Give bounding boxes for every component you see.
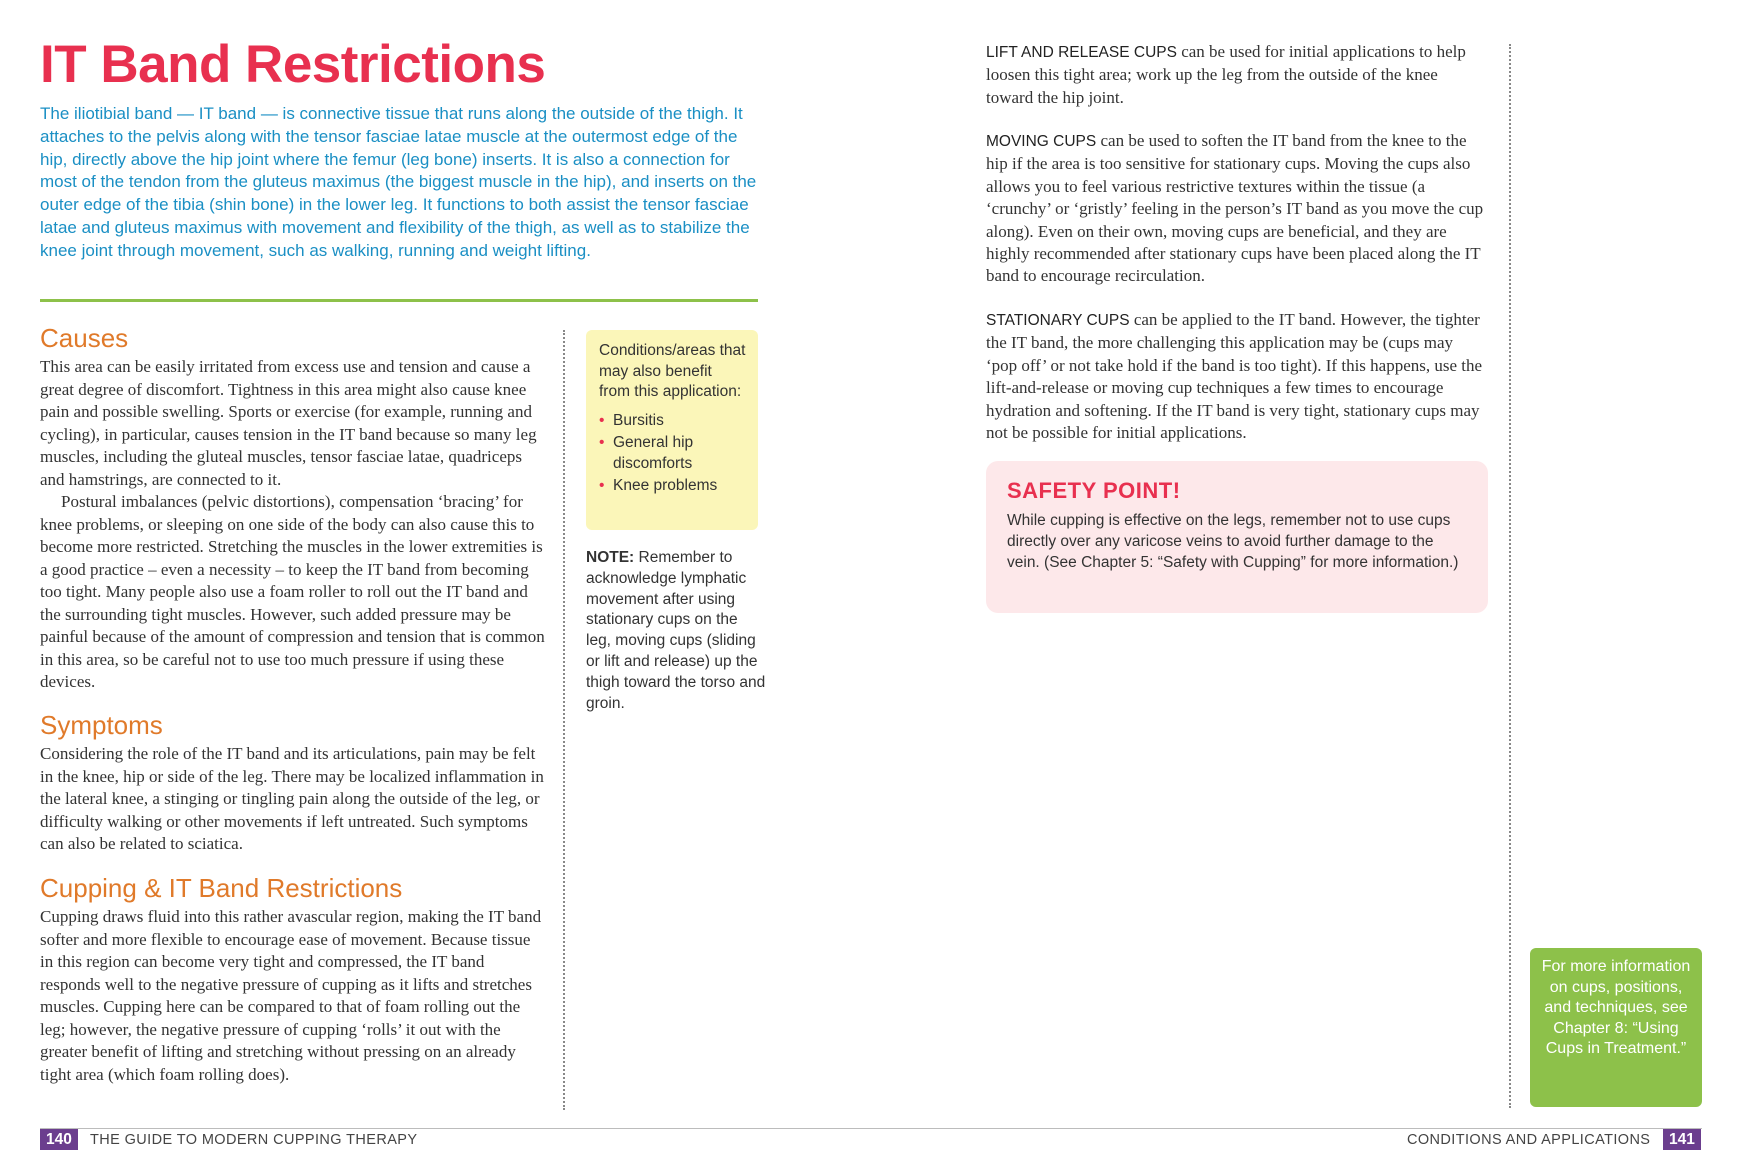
section-divider xyxy=(40,299,758,302)
page-title: IT Band Restrictions xyxy=(40,35,546,94)
note-label: NOTE: xyxy=(586,549,635,566)
running-head-left: THE GUIDE TO MODERN CUPPING THERAPY xyxy=(90,1132,418,1148)
conditions-sidebar xyxy=(586,330,758,530)
running-head-right: CONDITIONS AND APPLICATIONS xyxy=(1407,1132,1651,1148)
page-number-left: 140 xyxy=(40,1129,78,1150)
safety-heading: SAFETY POINT! xyxy=(1007,478,1181,503)
bullet-icon: • xyxy=(599,434,605,451)
causes-text xyxy=(40,356,545,694)
list-item: • General hip discomforts xyxy=(599,434,694,472)
footer-rule xyxy=(40,1128,1702,1129)
note-text: Remember to acknowledge lymphatic movement after using stationary cups on the leg, moving cups (sliding or lift and release) up the thigh toward the torso and groin. xyxy=(586,549,766,712)
conditions-intro: Conditions/areas that may also benefit from this application: xyxy=(599,342,746,400)
lift-release-lead: LIFT AND RELEASE CUPS xyxy=(986,44,1177,61)
moving-cups-lead: MOVING CUPS xyxy=(986,133,1097,150)
bullet-icon: • xyxy=(599,477,605,494)
cupping-heading: Cupping & IT Band Restrictions xyxy=(40,873,403,903)
conditions-list xyxy=(599,411,746,497)
symptoms-heading: Symptoms xyxy=(40,710,163,740)
column-divider-left xyxy=(563,330,565,1110)
lift-release-paragraph: LIFT AND RELEASE CUPS can be used for initial applications to help loosen this tight area; work up the leg from the outside of the knee toward the hip joint. xyxy=(986,42,1466,107)
page-number-right: 141 xyxy=(1663,1129,1701,1150)
symptoms-paragraph: Considering the role of the IT band and its articulations, pain may be felt in the knee, hip or side of the leg. There may be localized inflammation in the lateral knee, a stinging or tingling pain along the outside of the leg, or difficulty walking or other movements if left untreated. Such symptoms can also be related to sciatica. xyxy=(40,744,544,853)
column-divider-right xyxy=(1509,44,1511,1108)
bullet-icon: • xyxy=(599,411,605,429)
safety-point-box xyxy=(986,461,1488,613)
note-paragraph xyxy=(586,548,766,714)
list-item: • Knee problems xyxy=(599,476,746,497)
causes-paragraph-1: This area can be easily irritated from excess use and tension and cause a great degree of discomfort. Tightness in this area might also cause knee pain and possible swelling. Sports or exercise (for example, running and cycling), in particular, causes tension in the IT band because so many leg muscles, including the gluteal muscles, tensor fasciae latae, quadriceps and hamstrings, are connected to it. xyxy=(40,357,537,489)
moving-cups-paragraph: MOVING CUPS can be used to soften the IT band from the knee to the hip if the area is too sensitive for stationary cups. Moving the cups also allows you to feel various restrictive textures within the tissue (a ‘crunchy’ or ‘gristly’ feeling in the person’s IT band as you move the cup along). Even on their own, moving cups are beneficial, and they are highly recommended after stationary cups have been placed along the IT band to encourage recirculation. xyxy=(986,131,1484,286)
stationary-cups-lead: STATIONARY CUPS xyxy=(986,312,1130,329)
more-info-box: For more information on cups, positions, and techniques, see Chapter 8: “Using Cups in Treatment.” xyxy=(1530,948,1702,1107)
cupping-paragraph: Cupping draws fluid into this rather avascular region, making the IT band softer and more flexible to encourage ease of movement. Because tissue in this region can become very tight and compressed, the IT band responds well to the negative pressure of cupping as it lifts and stretches muscles. Cupping here can be compared to that of foam rolling out the leg; however, the negative pressure of cupping ‘rolls’ it out with the greater benefit of lifting and stretching without pressing on an already tight area (which foam rolling does). xyxy=(40,907,542,1084)
safety-text: While cupping is effective on the legs, remember not to use cups directly over any varicose veins to avoid further damage to the vein. (See Chapter 5: “Safety with Cupping” for more information.) xyxy=(1007,512,1459,571)
list-item: • Bursitis xyxy=(599,411,746,432)
stationary-cups-paragraph: STATIONARY CUPS can be applied to the IT band. However, the tighter the IT band, the more challenging this application may be (cups may ‘pop off’ or not take hold if the band is too tight). If this happens, use the lift-and-release or moving cup techniques a few times to encourage hydration and softening. If the IT band is very tight, stationary cups may not be possible for initial applications. xyxy=(986,310,1483,443)
intro-paragraph: The iliotibial band — IT band — is connective tissue that runs along the outside of the thigh. It attaches to the pelvis along with the tensor fasciae latae muscle at the outermost edge of the hip, directly above the hip joint where the femur (leg bone) inserts. It is also a connection for most of the tendon from the gluteus maximus (the biggest muscle in the hip), and inserts on the outer edge of the tibia (shin bone) in the lower leg. It functions to both assist the tensor fasciae latae and gluteus maximus with movement and flexibility of the thigh, as well as to stabilize the knee joint through movement, such as walking, running and weight lifting. xyxy=(40,104,757,260)
causes-paragraph-2: Postural imbalances (pelvic distortions), compensation ‘bracing’ for knee problems, or sleeping on one side of the body can also cause this to become more restricted. Stretching the muscles in the lower extremities is a good practice – even a necessity – to keep the IT band from becoming too tight. Many people also use a foam roller to roll out the IT band and the surrounding tight muscles. However, such added pressure may be painful because of the amount of compression and tension that is common in this area, so be careful not to use too much pressure if using these devices. xyxy=(40,492,545,691)
causes-heading: Causes xyxy=(40,323,129,353)
